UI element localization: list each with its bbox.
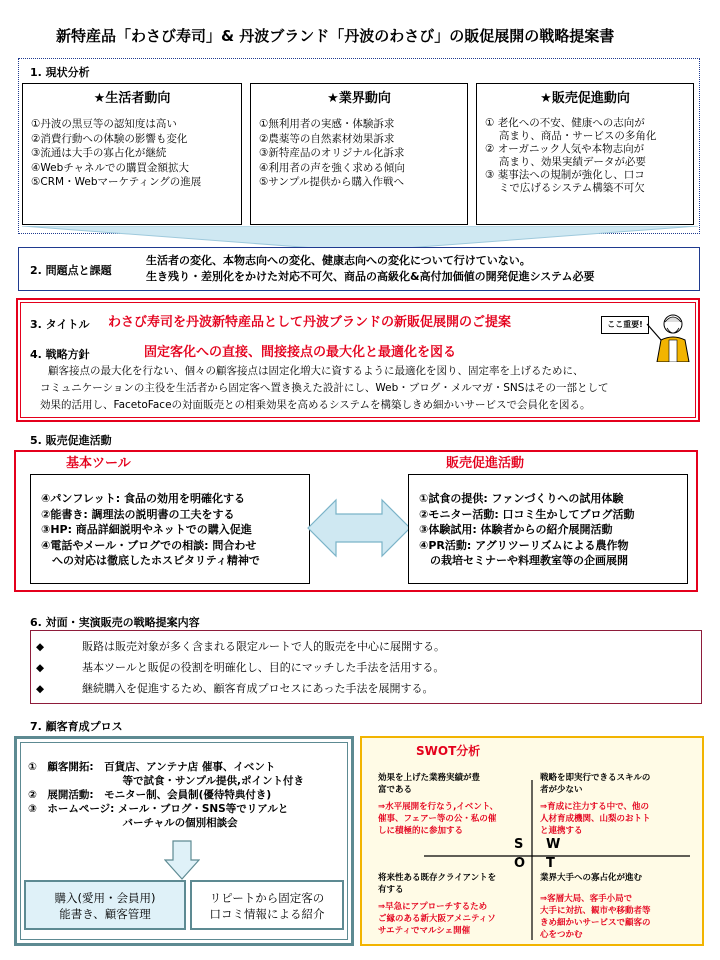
swot-strengths xyxy=(378,772,498,837)
swot-s-head: 効果を上げた業務実績が豊 xyxy=(378,773,481,783)
industry-item: ②農薬等の自然素材効果訴求 xyxy=(259,132,395,145)
swot-w-body: と連携する xyxy=(540,826,583,836)
swot-w-body: 人材育成機関、山梨のおトト xyxy=(540,814,651,824)
document-title: 新特産品「わさび寿司」& 丹波ブランド「丹波のわさび」の販促展開の戦略提案書 xyxy=(56,27,615,45)
bullet-icon: ◆ xyxy=(36,683,45,695)
double-arrow-icon xyxy=(306,498,412,558)
strategy-body-line: 顧客接点の最大化を行ない、個々の顧客接点は固定化増大に資するように最適化を図り、固定率を上げるために、 xyxy=(48,365,584,377)
swot-title: SWOT分析 xyxy=(416,744,481,758)
swot-t-body: ⇒客層大局、客手小局で xyxy=(540,894,633,904)
promotion-item: 高まり、商品・サービスの多角化 xyxy=(485,130,657,142)
swot-letter-t: T xyxy=(546,856,555,871)
swot-s-body: 催事、フェアー等の公・私の催 xyxy=(378,814,497,824)
section-2-label: 2. 問題点と課題 xyxy=(30,264,112,277)
important-badge: ここ重要! xyxy=(601,316,649,334)
bullet-icon: ◆ xyxy=(36,641,45,653)
strategy-body-line: 効果的活用し、FacetoFaceの対面販売との相乗効果を高めるシステムを構築しきめ細かいサービスで会員化を図る。 xyxy=(40,399,591,411)
promotion-item: ③ 薬事法への規制が強化し、口コ xyxy=(485,169,645,181)
tool-item: ④電話やメール・ブログでの相談: 問合わせ xyxy=(41,538,257,552)
industry-trend-box xyxy=(250,83,468,225)
consumer-item: ②消費行動への体験の影響も変化 xyxy=(31,132,188,145)
swot-letter-w: W xyxy=(546,837,561,852)
strategy-body-line: コミュニケーションの主役を生活者から固定客へ置き換えた設計にし、Web・ブログ・メルマガ・SNSはその一部として xyxy=(40,382,609,394)
sales-activities-title: 販売促進活動 xyxy=(446,456,525,471)
swot-s-body: しに積極的に参加する xyxy=(378,826,464,836)
swot-letter-o: O xyxy=(514,856,526,871)
repeat-box xyxy=(190,880,344,930)
swot-o-body: サエティでマルシェ開催 xyxy=(378,926,471,936)
process-item: ① 顧客開拓: 百貨店、アンテナ店 催事、イベント xyxy=(28,761,276,773)
face-to-face-item: 継続購入を促進するため、顧客育成プロセスにあった手法を展開する。 xyxy=(82,682,434,695)
promotion-item: ミで広げるシステム構築不可欠 xyxy=(485,182,645,194)
purchase-box xyxy=(24,880,186,930)
swot-o-body: ご縁のある新大阪アメニティソ xyxy=(378,914,496,924)
purchase-line: 購入(愛用・会員用) xyxy=(54,891,156,905)
tool-item: ③HP: 商品詳細説明やネットでの購入促進 xyxy=(41,523,252,536)
repeat-line: リピートから固定客の xyxy=(209,891,325,905)
process-item: バーチャルの個別相談会 xyxy=(28,817,238,829)
swot-o-body: ⇒早急にアプローチするため xyxy=(378,902,488,912)
activity-item: ④PR活動: アグリツーリズムによる農作物 xyxy=(419,538,629,552)
down-arrow-icon xyxy=(164,840,200,880)
section-4-label: 4. 戦略方針 xyxy=(30,348,90,361)
swot-opportunities xyxy=(378,872,496,937)
bullet-icon: ◆ xyxy=(36,662,45,674)
swot-t-head: 業界大手への寡占化が進む xyxy=(540,873,643,883)
promotion-item: 高まり、効果実績データが必要 xyxy=(485,156,646,168)
activity-item: ①試食の提供: ファンづくりへの試用体験 xyxy=(419,492,624,505)
issue-line-1: 生活者の変化、本物志向への変化、健康志向への変化について行けていない。 xyxy=(146,254,531,267)
tool-item: ②能書き: 調理法の説明書の工夫をする xyxy=(41,507,235,521)
issue-line-2: 生き残り・差別化をかけた対応不可欠、商品の高級化&高付加価値の開発促進システム必要 xyxy=(146,270,595,283)
swot-weaknesses xyxy=(540,772,651,837)
swot-w-body: ⇒育成に注力する中で、他の xyxy=(540,802,649,812)
swot-t-body: きめ細かいサービスで顧客の xyxy=(540,918,651,928)
swot-t-body: 大手に対抗、観市や移動者等 xyxy=(540,906,651,916)
swot-t-body: 心をつかむ xyxy=(540,930,583,940)
consumer-trend-title: ★生活者動向 xyxy=(93,91,171,106)
swot-letter-s: S xyxy=(514,837,524,852)
basic-tools-box xyxy=(30,474,310,584)
section-3-label: 3. タイトル xyxy=(30,318,90,331)
purchase-line: 能書き、顧客管理 xyxy=(59,907,151,921)
activity-item: ②モニター活動: 口コミ生かしてブログ活動 xyxy=(419,507,635,521)
face-to-face-item: 基本ツールと販促の役割を明確化し、目的にマッチした手法を活用する。 xyxy=(82,661,445,674)
section-5-label: 5. 販売促進活動 xyxy=(30,434,112,447)
customer-process-list xyxy=(28,760,304,830)
presenter-illustration-icon xyxy=(645,310,695,362)
process-item: 等で試食・サンプル提供,ポイント付き xyxy=(28,775,305,787)
process-item: ③ ホームページ: メール・ブログ・SNS等でリアルと xyxy=(28,803,289,815)
tool-item: への対応は徹底したホスピタリティ精神で xyxy=(41,554,260,567)
industry-item: ④利用者の声を強く求める傾向 xyxy=(259,161,405,174)
section-6-label: 6. 対面・実演販売の戦略提案内容 xyxy=(30,616,200,629)
consumer-item: ①丹波の黒豆等の認知度は高い xyxy=(31,118,177,130)
industry-item: ③新特産品のオリジナル化訴求 xyxy=(259,147,405,159)
process-item: ② 展開活動: モニター制、会員制(優待特典付き) xyxy=(28,789,272,801)
basic-tools-title: 基本ツール xyxy=(66,456,131,471)
repeat-line: 口コミ情報による紹介 xyxy=(209,907,325,921)
activity-item: の栽培セミナーや料理教室等の企画展開 xyxy=(419,554,628,567)
consumer-item: ③流通は大手の寡占化が継続 xyxy=(31,147,167,159)
strategy-headline: 固定客化への直接、間接接点の最大化と最適化を図る xyxy=(144,345,457,360)
promotion-item: ① 老化への不安、健康への志向が xyxy=(485,117,645,129)
tool-item: ④パンフレット: 食品の効用を明確化する xyxy=(41,492,245,505)
promotion-item: ② オーガニック人気や本物志向が xyxy=(485,143,645,155)
swot-o-head: 将来性ある既存クライアントを xyxy=(378,873,497,883)
industry-item: ①無利用者の実感・体験訴求 xyxy=(259,118,395,130)
section-1-label: 1. 現状分析 xyxy=(30,66,90,79)
face-to-face-item: 販路は販売対象が多く含まれる限定ルートで人的販売を中心に展開する。 xyxy=(82,640,445,653)
sales-activities-box xyxy=(408,474,688,584)
activity-item: ③体験試用: 体験者からの紹介展開活動 xyxy=(419,523,613,536)
swot-o-head: 有する xyxy=(378,885,404,895)
promotion-trend-title: ★販売促進動向 xyxy=(540,91,630,106)
proposal-title: わさび寿司を丹波新特産品として丹波ブランドの新販促展開のご提案 xyxy=(108,315,512,330)
section-7-label: 7. 顧客育成プロス xyxy=(30,720,123,733)
consumer-item: ④Webチャネルでの購買金額拡大 xyxy=(31,161,189,174)
industry-item: ⑤サンプル提供から購入作戦へ xyxy=(259,176,404,188)
swot-s-body: ⇒水平展開を行なう,イベント、 xyxy=(378,802,499,812)
swot-threats xyxy=(540,872,651,941)
swot-w-head: 戦略を即実行できるスキルの xyxy=(540,773,651,783)
industry-trend-title: ★業界動向 xyxy=(327,91,391,106)
consumer-trend-box xyxy=(22,83,242,225)
promotion-trend-box xyxy=(476,83,694,225)
consumer-item: ⑤CRM・Webマーケティングの進展 xyxy=(31,176,202,188)
swot-s-head: 富である xyxy=(378,785,413,795)
swot-w-head: 者が少ない xyxy=(540,785,583,795)
